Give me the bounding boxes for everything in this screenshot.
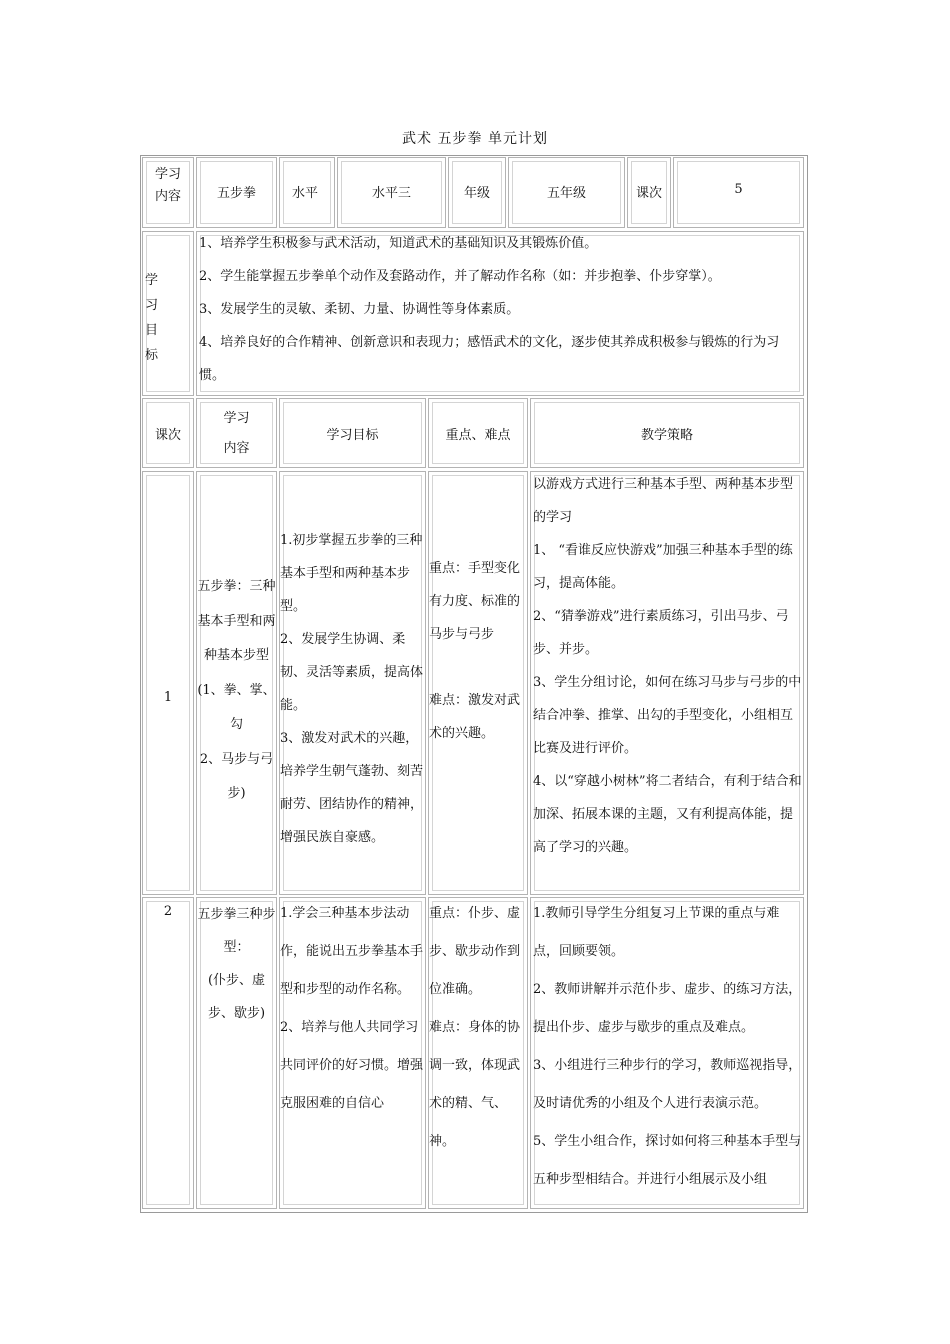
strategy-header: 教学策略 (640, 428, 693, 443)
goal-cell (279, 897, 426, 1209)
objectives-label-cell (142, 231, 194, 396)
content-cell (196, 897, 277, 1209)
table-row (142, 471, 804, 895)
lesson-header-cell (142, 398, 194, 468)
lesson-header: 课次 (154, 428, 181, 443)
content-header: 学习 内容 (223, 411, 250, 456)
goal-text: 1.学会三种基本步法动作，能说出五步拳基本手型和步型的动作名称。 2、培养与他人共同学习共同评价的好习惯。增强克服困难的自信心 (280, 906, 424, 1111)
header-row (142, 157, 804, 228)
grade-value: 五年级 (546, 186, 586, 201)
document-title: 武术 五步拳 单元计划 (402, 131, 548, 147)
lesson-cell (142, 471, 194, 895)
strategy-header-cell (530, 398, 804, 468)
content-value: 五步拳 (216, 186, 256, 201)
objectives-label: 学 习 目 标 (145, 273, 159, 363)
lesson-number: 1 (163, 690, 173, 705)
content-value-cell (196, 157, 277, 228)
key-header: 重点、难点 (445, 428, 511, 443)
lessons-label-cell (627, 157, 671, 228)
objectives-row (142, 231, 804, 396)
content-label-cell (142, 157, 194, 228)
strategy-cell (530, 897, 804, 1209)
strategy-text: 以游戏方式进行三种基本手型、两种基本步型的学习 1、 “看谁反应快游戏”加强三种基本手型的练习，提高体能。 2、“猜拳游戏”进行素质练习，引出马步、弓步、并步。 3、学生分组讨论，如何在练习马步与弓步的中结合冲拳、推掌、出勾的手型变化，小组相互比赛及进行评价。 4、以“穿越小树林”将二者结合，有利于结合和加深、拓展本课的主题，又有利提高体能，提高了学习的兴趣。 (533, 477, 802, 855)
lessons-value: 5 (734, 182, 743, 197)
key-cell (428, 471, 528, 895)
level-value: 水平三 (371, 186, 411, 201)
key-cell (428, 897, 528, 1209)
objective-item: 1、培养学生积极参与武术活动，知道武术的基础知识及其锻炼价值。 (199, 236, 598, 251)
level-label-cell (279, 157, 335, 228)
table-header-row (142, 398, 804, 468)
level-label: 水平 (292, 186, 319, 201)
goal-header-cell (279, 398, 426, 468)
grade-label-cell (448, 157, 506, 228)
content-label: 学习 内容 (154, 167, 181, 204)
objective-item: 3、发展学生的灵敏、柔韧、力量、协调性等身体素质。 (199, 302, 520, 317)
table-row (142, 897, 804, 1209)
lesson-cell (142, 897, 194, 1209)
objective-item: 4、培养良好的合作精神、创新意识和表现力；感悟武术的文化，逐步使其养成积极参与锻炼的行为习惯。 (199, 335, 780, 383)
content-text: 五步拳三种步型： (仆步、虚步、歇步) (197, 907, 276, 1021)
key-text: 重点：手型变化有力度、标准的马步与弓步 难点：激发对武术的兴趣。 (429, 561, 521, 741)
goal-header: 学习目标 (326, 428, 379, 443)
strategy-text: 1.教师引导学生分组复习上节课的重点与难点，回顾要领。 2、教师讲解并示范仆步、虚步、的练习方法，提出仆步、虚步与歇步的重点及难点。 3、小组进行三种步行的学习，教师巡视指导，及时请优秀的小组及个人进行表演示范。 5、学生小组合作，探讨如何将三种基本手型与五种步型相结合。并进行小组展示及小组 (533, 906, 802, 1187)
lessons-label: 课次 (635, 186, 662, 201)
grade-label: 年级 (463, 186, 490, 201)
level-value-cell (337, 157, 446, 228)
key-text: 重点：仆步、虚步、歇步动作到位准确。 难点：身体的协调一致，体现武术的精、气、神。 (429, 906, 521, 1149)
content-cell (196, 471, 277, 895)
key-header-cell (428, 398, 528, 468)
lesson-number: 2 (163, 904, 173, 919)
grade-value-cell (508, 157, 625, 228)
strategy-cell (530, 471, 804, 895)
lessons-value-cell (673, 157, 804, 228)
objectives-cell (196, 231, 804, 396)
goal-text: 1.初步掌握五步拳的三种基本手型和两种基本步型。 2、发展学生协调、柔韧、灵活等素质，提高体能。 3、激发对武术的兴趣，培养学生朝气蓬勃、刻苦耐劳、团结协作的精神，增强民族自豪感。 (280, 533, 424, 845)
objectives-list (199, 227, 801, 392)
content-text: 五步拳：三种基本手型和两种基本步型(1、拳、掌、勾 2、马步与弓步) (197, 579, 276, 801)
objective-item: 2、学生能掌握五步拳单个动作及套路动作，并了解动作名称（如：并步抱拳、仆步穿掌）。 (199, 269, 721, 284)
content-header-cell (196, 398, 277, 468)
goal-cell (279, 471, 426, 895)
